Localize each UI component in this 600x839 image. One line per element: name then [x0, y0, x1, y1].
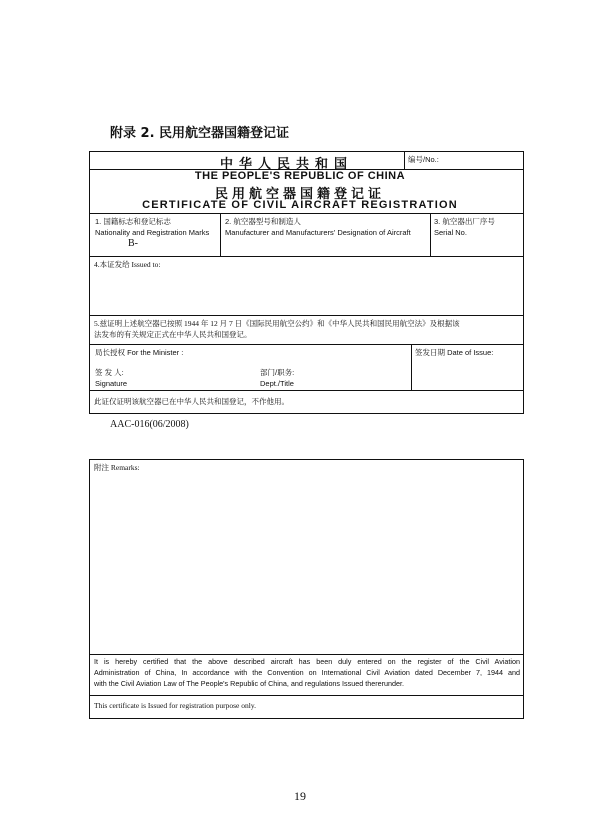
divider [430, 213, 431, 256]
minister-label: 局长授权 For the Minister : [95, 348, 184, 357]
field2-label-cn: 2. 航空器型号和制造人 [225, 217, 301, 226]
field3-label-cn: 3. 航空器出厂序号 [434, 217, 495, 226]
purpose-note: This certificate is Issued for registration purpose only. [94, 701, 256, 710]
field3-label-en: Serial No. [434, 228, 467, 237]
issued-to-label: 4.本证发给 Issued to: [94, 260, 161, 269]
certify-line1: It is hereby certified that the above described aircraft has been duly entered on the register of the Civil Aviation [94, 657, 520, 666]
clause5-line1: 5.兹证明上述航空器已按照 1944 年 12 月 7 日《国际民用航空公约》和《中华人民共和国民用航空法》及根据该 [94, 319, 460, 328]
dept-label-cn: 部门/职务: [260, 368, 295, 377]
divider [411, 344, 412, 390]
signatory-label-cn: 签 发 人: [95, 368, 124, 377]
field1-label-en: Nationality and Registration Marks [95, 228, 210, 237]
number-label: 编号/No.: [408, 155, 439, 164]
signature-label-en: Signature [95, 379, 128, 388]
certificate-footer: 此证仅证明该航空器已在中华人民共和国登记，不作他用。 [94, 397, 289, 406]
divider [89, 344, 524, 345]
certify-line2: Administration of China, In accordance with the Convention on International Civil Aviation dated December 7, 1944 and [94, 668, 520, 677]
divider [89, 390, 524, 391]
clause5-line2: 法发布的有关规定正式在中华人民共和国登记。 [94, 330, 252, 339]
title-cn: 中华人民共和国 [220, 157, 354, 172]
divider [404, 151, 405, 169]
field1-label-cn: 1. 国籍标志和登记标志 [95, 217, 171, 226]
registration-mark-value: B- [128, 238, 138, 249]
divider [220, 213, 221, 256]
subtitle-en: CERTIFICATE OF CIVIL AIRCRAFT REGISTRATION [142, 199, 458, 211]
remarks-label: 附注 Remarks: [94, 463, 140, 472]
title-en: THE PEOPLE'S REPUBLIC OF CHINA [194, 170, 406, 182]
field2-label-en: Manufacturer and Manufacturers' Designation of Aircraft [225, 228, 411, 237]
certify-line3: with the Civil Aviation Law of The People's Republic of China, and regulations Issued thererunder. [94, 679, 404, 688]
divider [89, 256, 524, 257]
dept-label-en: Dept./Title [260, 379, 294, 388]
divider [89, 315, 524, 316]
divider [89, 213, 524, 214]
page-number: 19 [294, 789, 306, 803]
appendix-title: 附录 2. 民用航空器国籍登记证 [110, 126, 290, 141]
divider [89, 695, 524, 696]
form-code: AAC-016(06/2008) [110, 419, 189, 430]
issue-date-label: 签发日期 Date of Issue: [415, 348, 494, 357]
subtitle-cn: 民用航空器国籍登记证 [214, 187, 385, 202]
divider [89, 654, 524, 655]
